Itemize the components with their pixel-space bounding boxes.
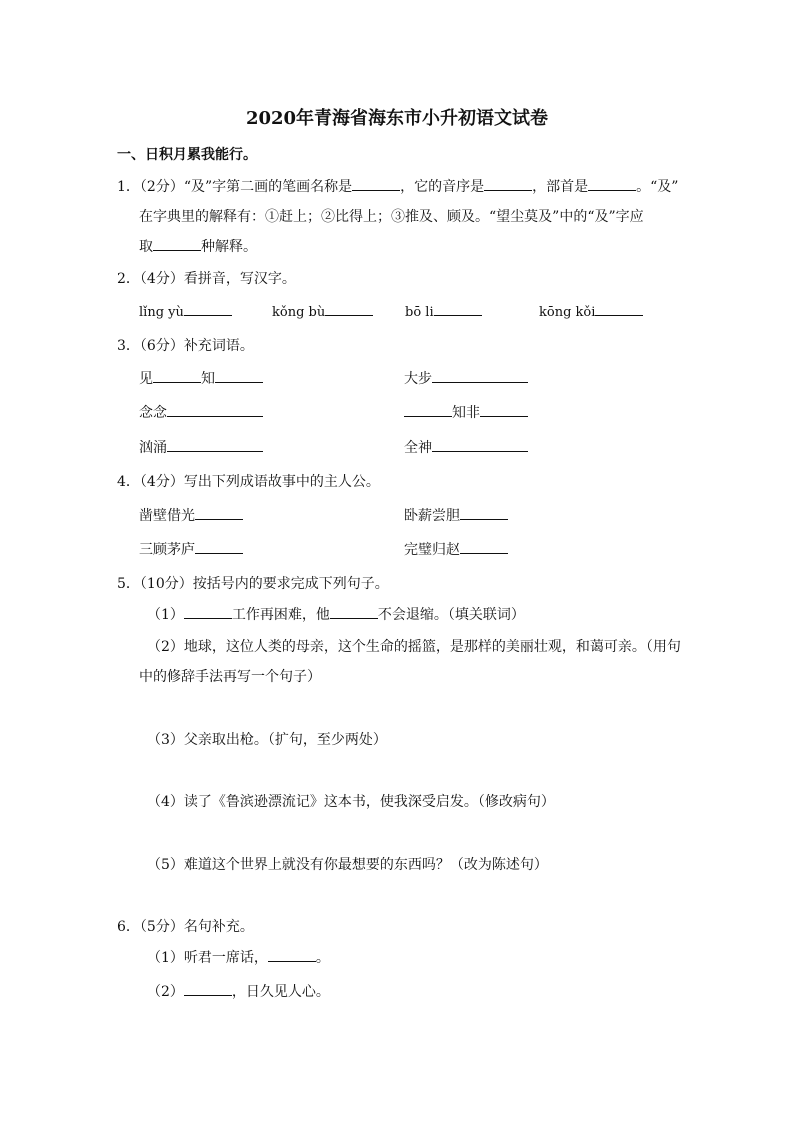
- word-text: 全神: [404, 440, 432, 456]
- answer-blank[interactable]: [484, 178, 532, 191]
- word-item: [139, 439, 263, 457]
- answer-blank[interactable]: [434, 303, 482, 316]
- question-text: ，部首是: [532, 179, 589, 195]
- pinyin-item: [405, 303, 482, 322]
- answer-blank[interactable]: [215, 370, 263, 383]
- sentence-text: 不会退缩。（填关联词）: [377, 607, 525, 623]
- answer-blank[interactable]: [352, 178, 400, 191]
- word-text: 知非: [452, 405, 480, 421]
- word-item: [139, 404, 263, 422]
- idiom-text: 三顾茅庐: [139, 542, 195, 558]
- sentence-text: （1）: [147, 607, 184, 623]
- question-6-stem: 6．（5分）名句补充。: [117, 919, 254, 935]
- answer-blank[interactable]: [167, 404, 263, 417]
- answer-blank[interactable]: [588, 178, 636, 191]
- word-text: 大步: [404, 371, 432, 387]
- word-item: [404, 439, 528, 457]
- answer-blank[interactable]: [595, 303, 643, 316]
- idiom-text: 完璧归赵: [404, 542, 460, 558]
- answer-blank[interactable]: [167, 439, 263, 452]
- question-text: 1．（2分）“及”字第二画的笔画名称是: [117, 179, 353, 195]
- question-text: 。“及”: [636, 179, 679, 195]
- question-4-stem: 4．（4分）写出下列成语故事中的主人公。: [117, 474, 380, 490]
- section-heading: 一、日积月累我能行。: [117, 147, 257, 163]
- sentence-1: [147, 606, 525, 624]
- question-text: 种解释。: [201, 239, 257, 255]
- idiom-item: [139, 541, 243, 559]
- word-item: [404, 370, 528, 388]
- question-2-stem: 2．（4分）看拼音，写汉字。: [117, 271, 296, 287]
- question-text: 取: [139, 239, 153, 255]
- pinyin-text: bō li: [405, 305, 434, 320]
- word-text: 见: [139, 371, 153, 387]
- pinyin-text: kǒng bù: [272, 305, 326, 320]
- question-text: ，它的音序是: [400, 179, 485, 195]
- page-title: 2020年青海省海东市小升初语文试卷: [245, 108, 549, 129]
- answer-blank[interactable]: [153, 370, 201, 383]
- quote-text: ，日久见人心。: [231, 984, 330, 1000]
- sentence-5: （5）难道这个世界上就没有你最想要的东西吗？（改为陈述句）: [147, 857, 548, 873]
- question-3-stem: 3．（6分）补充词语。: [117, 338, 254, 354]
- answer-blank[interactable]: [184, 983, 232, 996]
- idiom-text: 卧薪尝胆: [404, 508, 460, 524]
- answer-blank[interactable]: [184, 303, 232, 316]
- idiom-item: [404, 507, 508, 525]
- sentence-3: （3）父亲取出枪。（扩句，至少两处）: [147, 732, 387, 748]
- question-5-stem: 5．（10分）按括号内的要求完成下列句子。: [117, 576, 389, 592]
- answer-blank[interactable]: [325, 303, 373, 316]
- question-1-line3: [139, 238, 257, 256]
- idiom-text: 凿壁借光: [139, 508, 195, 524]
- sentence-text: 工作再困难，他: [231, 607, 330, 623]
- answer-blank[interactable]: [184, 606, 232, 619]
- sentence-2-line2: 中的修辞手法再写一个句子）: [139, 669, 321, 685]
- quote-text: （1）听君一席话，: [147, 950, 268, 966]
- word-item: [404, 404, 528, 422]
- answer-blank[interactable]: [153, 238, 201, 251]
- answer-blank[interactable]: [432, 439, 528, 452]
- word-item: [139, 370, 263, 388]
- pinyin-text: lǐng yù: [139, 305, 184, 320]
- answer-blank[interactable]: [195, 541, 243, 554]
- idiom-item: [404, 541, 508, 559]
- answer-blank[interactable]: [460, 507, 508, 520]
- answer-blank[interactable]: [480, 404, 528, 417]
- quote-text: （2）: [147, 984, 184, 1000]
- pinyin-text: kōng kǒi: [539, 305, 596, 320]
- idiom-item: [139, 507, 243, 525]
- sentence-4: （4）读了《鲁滨逊漂流记》这本书，使我深受启发。（修改病句）: [147, 794, 555, 810]
- question-1-line2: 在字典里的解释有：①赶上；②比得上；③推及、顾及。“望尘莫及”中的“及”字应: [139, 209, 644, 225]
- answer-blank[interactable]: [460, 541, 508, 554]
- answer-blank[interactable]: [432, 370, 528, 383]
- pinyin-item: [272, 303, 373, 322]
- sentence-2-line1: （2）地球，这位人类的母亲，这个生命的摇篮，是那样的美丽壮观，和蔼可亲。（用句: [147, 639, 681, 655]
- quote-1: [147, 949, 330, 967]
- quote-text: 。: [315, 950, 330, 966]
- answer-blank[interactable]: [268, 949, 316, 962]
- word-text: 知: [201, 371, 215, 387]
- answer-blank[interactable]: [330, 606, 378, 619]
- question-1-line1: [117, 178, 678, 196]
- pinyin-item: [139, 303, 232, 322]
- word-text: 汹涌: [139, 440, 167, 456]
- pinyin-item: [539, 303, 643, 322]
- word-text: 念念: [139, 405, 167, 421]
- answer-blank[interactable]: [404, 404, 452, 417]
- quote-2: [147, 983, 330, 1001]
- answer-blank[interactable]: [195, 507, 243, 520]
